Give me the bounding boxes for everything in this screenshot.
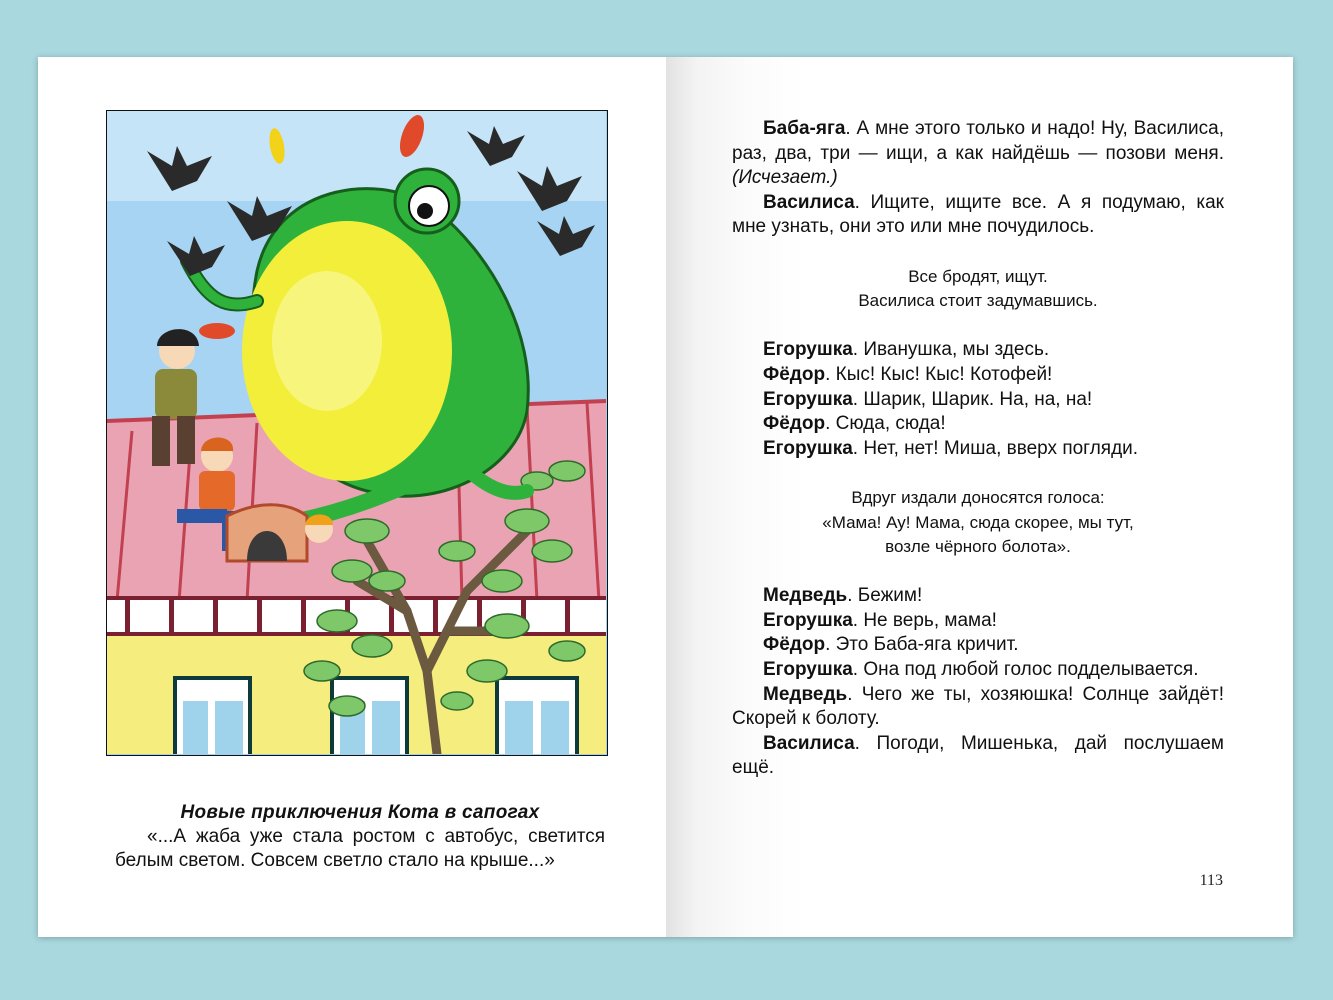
- frog-on-roof-illustration: [106, 110, 608, 756]
- caption-title: Новые приключения Кота в сапогах: [180, 802, 540, 823]
- speaker-name: Фёдор: [763, 634, 826, 656]
- speaker-name: Егорушка: [763, 659, 853, 681]
- dialogue-line: [732, 633, 1224, 658]
- speaker-name: Егорушка: [763, 388, 853, 410]
- caption-quote: «...А жаба уже стала ростом с автобус, светится белым светом. Совсем светло стало на крыше...»: [115, 826, 605, 871]
- line-text: . Бежим!: [847, 585, 923, 607]
- stage-direction: Все бродят, ищут.: [908, 266, 1048, 286]
- speaker-name: Василиса: [763, 191, 855, 213]
- speaker-name: Егорушка: [763, 437, 853, 459]
- speaker-name: Фёдор: [763, 363, 826, 385]
- dialogue-line: [732, 117, 1224, 191]
- dialogue-line: [732, 683, 1224, 732]
- dialogue-line: [732, 388, 1224, 413]
- dialogue-line: [732, 363, 1224, 388]
- book-spread: [38, 57, 1293, 937]
- stage-direction-inline: (Исчезает.): [732, 167, 838, 189]
- line-text: . Чего же ты, хозяюшка! Солнце зайдёт! Скорей к болоту.: [732, 683, 1224, 730]
- speaker-name: Егорушка: [763, 609, 853, 631]
- line-text: . Не верь, мама!: [852, 609, 997, 631]
- stage-direction: возле чёрного болота».: [885, 537, 1071, 557]
- line-text: . Нет, нет! Миша, вверх погляди.: [852, 437, 1139, 459]
- line-text: . Она под любой голос подделывается.: [852, 659, 1199, 681]
- line-text: . Это Баба-яга кричит.: [825, 634, 1019, 656]
- line-text: . Шарик, Шарик. На, на, на!: [852, 388, 1093, 410]
- stage-direction: «Мама! Ау! Мама, сюда скорее, мы тут,: [822, 512, 1134, 532]
- dialogue-line: [732, 584, 1224, 609]
- speaker-name: Медведь: [763, 585, 848, 607]
- speaker-name: Егорушка: [763, 339, 853, 361]
- line-text: . Погоди, Мишенька, дай послушаем ещё.: [732, 732, 1224, 779]
- dialogue-line: [732, 732, 1224, 781]
- left-page: [38, 57, 666, 937]
- dialogue-line: [732, 658, 1224, 683]
- dialogue-line: [732, 412, 1224, 437]
- speaker-name: Фёдор: [763, 413, 826, 435]
- stage-direction: Вдруг издали доносятся голоса:: [851, 487, 1105, 507]
- dialogue-line: [732, 191, 1224, 240]
- stage-direction: Василиса стоит задумавшись.: [858, 291, 1098, 311]
- dialogue-line: [732, 437, 1224, 462]
- line-text: . Кыс! Кыс! Кыс! Котофей!: [825, 363, 1053, 385]
- line-text: . Иванушка, мы здесь.: [852, 339, 1050, 361]
- line-text: . Ищите, ищите все. А я подумаю, как мне узнать, они это или мне почудилось.: [732, 191, 1224, 238]
- speaker-name: Баба-яга: [763, 118, 846, 139]
- speaker-name: Василиса: [763, 732, 855, 754]
- line-text: . Сюда, сюда!: [825, 413, 946, 435]
- right-page: [666, 57, 1293, 937]
- dialogue-line: [732, 338, 1224, 363]
- page-number: 113: [1199, 872, 1223, 889]
- line-text: . А мне этого только и надо! Ну, Василиса, раз, два, три — ищи, а как найдёшь — позови меня.: [732, 118, 1224, 164]
- speaker-name: Медведь: [763, 683, 848, 705]
- play-text: [732, 117, 1224, 781]
- dialogue-line: [732, 609, 1224, 634]
- illustration-caption: [115, 801, 605, 873]
